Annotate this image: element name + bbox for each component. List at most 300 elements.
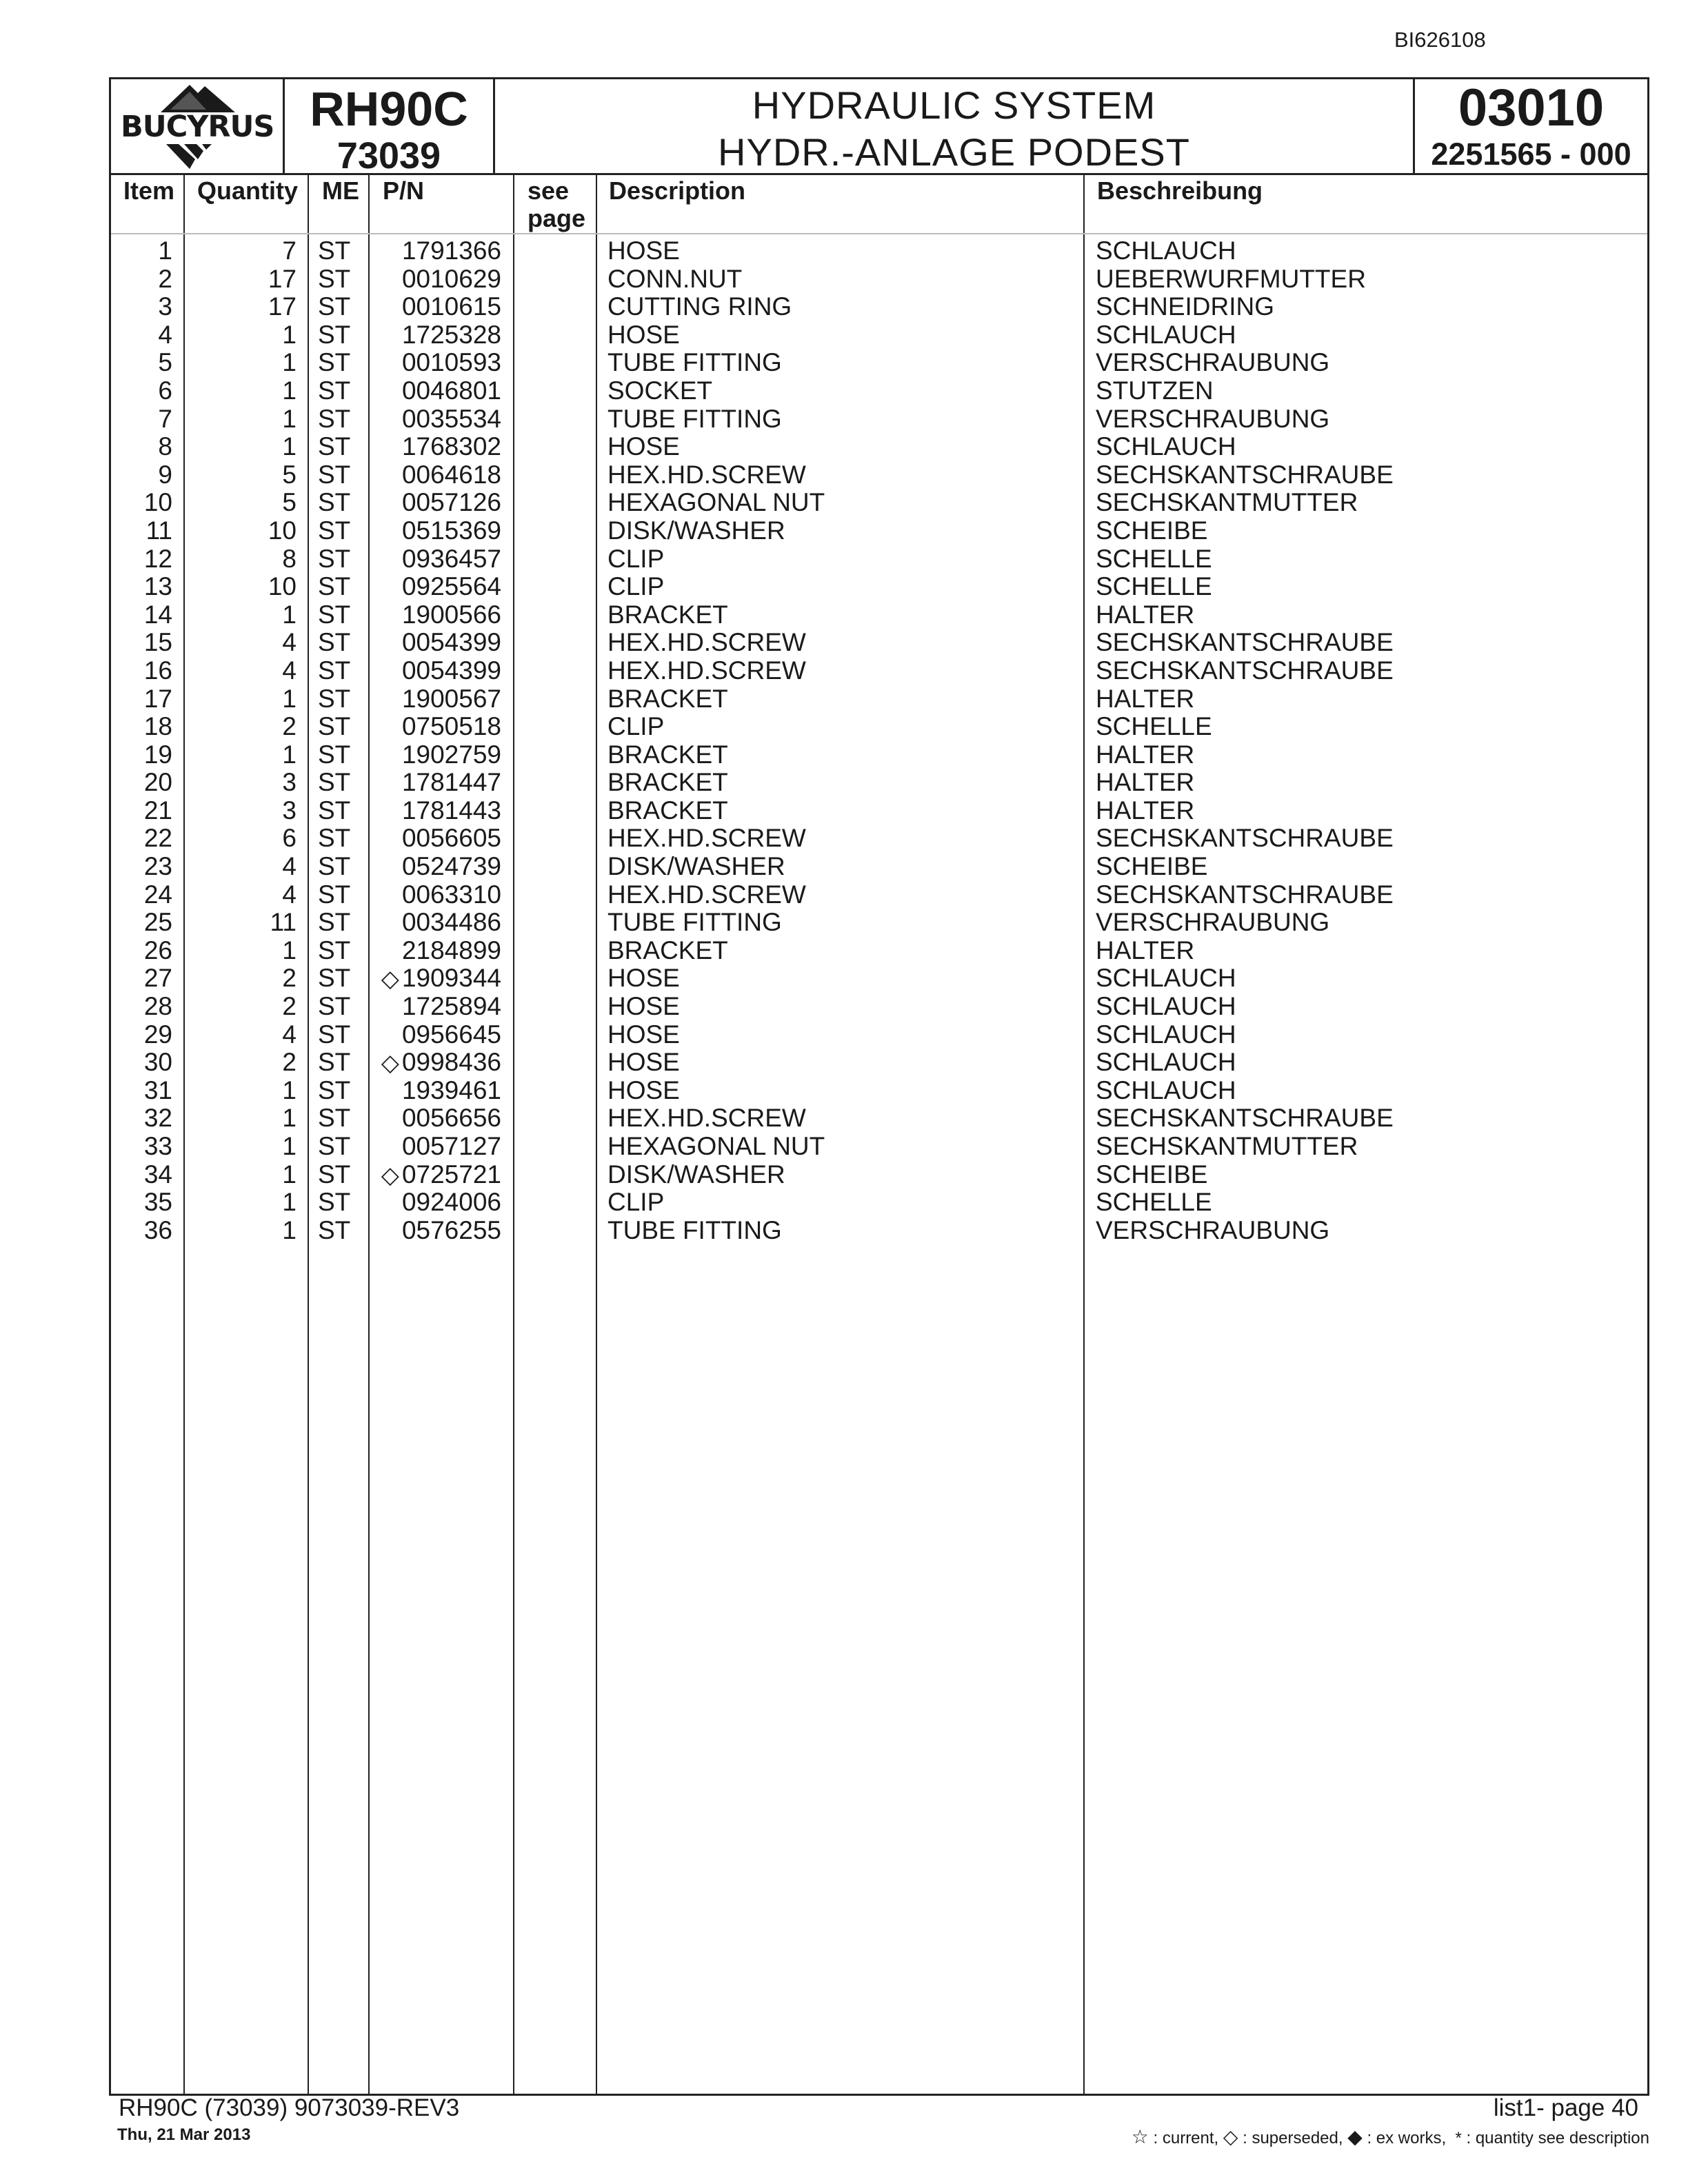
cell-me: ST <box>318 908 351 937</box>
legend-exworks: : ex works, <box>1367 2129 1447 2147</box>
cell-description: BRACKET <box>607 740 728 769</box>
table-row <box>111 1049 1647 1077</box>
table-row <box>111 629 1647 657</box>
table-row <box>111 741 1647 769</box>
header-see: see <box>528 176 570 205</box>
cell-item: 14 <box>143 600 172 629</box>
cell-pn <box>402 237 501 265</box>
cell-description: HOSE <box>607 992 680 1021</box>
cell-beschreibung: SCHLAUCH <box>1096 320 1236 349</box>
cell-description: TUBE FITTING <box>607 908 782 937</box>
legend-superseded: : superseded, <box>1243 2129 1343 2147</box>
cell-beschreibung: SCHLAUCH <box>1096 432 1236 461</box>
cell-me: ST <box>318 824 351 853</box>
cell-beschreibung: HALTER <box>1096 684 1195 713</box>
table-header <box>111 175 1647 234</box>
cell-pn <box>402 1021 501 1049</box>
group-cell <box>1415 79 1647 173</box>
cell-quantity: 5 <box>282 460 297 489</box>
cell-pn <box>402 937 501 964</box>
cell-quantity: 2 <box>282 712 297 741</box>
cell-quantity: 1 <box>282 320 297 349</box>
table-row <box>111 237 1647 265</box>
table-row <box>111 657 1647 685</box>
cell-me: ST <box>318 1048 351 1077</box>
cell-pn <box>402 321 501 349</box>
logo-text: BUCYRUS <box>121 110 274 144</box>
cell-me: ST <box>318 684 351 713</box>
cell-me: ST <box>318 1215 351 1244</box>
pn-value: 0057127 <box>401 1132 501 1160</box>
cell-description: BRACKET <box>607 936 728 964</box>
table-row <box>111 405 1647 434</box>
pn-value: 0054399 <box>401 656 501 685</box>
cell-beschreibung: VERSCHRAUBUNG <box>1096 348 1330 377</box>
pn-value: 0010615 <box>401 292 501 321</box>
asterisk-icon: * <box>1455 2129 1462 2147</box>
cell-beschreibung: SCHELLE <box>1096 1188 1212 1217</box>
table-row <box>111 993 1647 1021</box>
pn-value: 1900567 <box>401 684 501 713</box>
table-row <box>111 461 1647 489</box>
cell-beschreibung: VERSCHRAUBUNG <box>1096 908 1330 937</box>
cell-item: 20 <box>143 768 172 797</box>
cell-quantity: 5 <box>282 488 297 517</box>
header-page: page <box>528 204 586 232</box>
cell-quantity: 2 <box>282 1048 297 1077</box>
pn-value: 1725328 <box>401 320 501 349</box>
header-pn: P/N <box>383 176 425 205</box>
cell-me: ST <box>318 880 351 909</box>
table-row <box>111 573 1647 601</box>
cell-item: 25 <box>143 908 172 937</box>
table-row <box>111 1104 1647 1133</box>
cell-beschreibung: SCHLAUCH <box>1096 1048 1236 1077</box>
superseded-diamond-icon: ◇ <box>381 1162 399 1189</box>
cell-me: ST <box>318 376 351 405</box>
cell-quantity: 4 <box>282 1020 297 1049</box>
cell-me: ST <box>318 544 351 573</box>
pn-value: 0054399 <box>401 628 501 657</box>
cell-pn <box>402 1217 501 1244</box>
cell-item: 35 <box>143 1188 172 1217</box>
cell-description: CONN.NUT <box>607 264 743 293</box>
cell-description: CLIP <box>607 544 665 573</box>
cell-item: 30 <box>143 1048 172 1077</box>
cell-quantity: 1 <box>282 936 297 964</box>
cell-me: ST <box>318 516 351 545</box>
cell-pn <box>402 881 501 909</box>
cell-me: ST <box>318 1075 351 1104</box>
cell-quantity: 1 <box>282 404 297 433</box>
cell-pn <box>402 433 501 461</box>
cell-description: HOSE <box>607 1048 680 1077</box>
cell-me: ST <box>318 292 351 321</box>
cell-pn <box>381 1161 501 1189</box>
cell-quantity: 4 <box>282 880 297 909</box>
cell-quantity: 10 <box>268 572 297 601</box>
pn-value: 1939461 <box>401 1075 501 1104</box>
cell-description: BRACKET <box>607 796 728 825</box>
cell-pn <box>402 629 501 656</box>
document-id: BI626108 <box>1394 28 1486 52</box>
table-row <box>111 489 1647 517</box>
cell-pn <box>381 964 501 993</box>
pn-value: 1781447 <box>401 768 501 797</box>
cell-me: ST <box>318 488 351 517</box>
cell-me: ST <box>318 348 351 377</box>
cell-beschreibung: UEBERWURFMUTTER <box>1096 264 1366 293</box>
header-beschreibung: Beschreibung <box>1097 176 1263 205</box>
cell-pn <box>402 657 501 685</box>
table-row <box>111 964 1647 993</box>
cell-item: 22 <box>143 824 172 853</box>
cell-description: HOSE <box>607 964 680 993</box>
cell-description: HOSE <box>607 432 680 461</box>
cell-beschreibung: SCHNEIDRING <box>1096 292 1275 321</box>
cell-beschreibung: HALTER <box>1096 936 1195 964</box>
cell-beschreibung: SECHSKANTMUTTER <box>1096 488 1358 517</box>
cell-item: 18 <box>143 712 172 741</box>
cell-quantity: 1 <box>282 600 297 629</box>
table-row <box>111 349 1647 377</box>
cell-pn <box>402 601 501 629</box>
cell-description: HEX.HD.SCREW <box>607 460 806 489</box>
cell-quantity: 1 <box>282 348 297 377</box>
cell-pn <box>402 265 501 293</box>
cell-beschreibung: SECHSKANTSCHRAUBE <box>1096 824 1394 853</box>
footer-page: list1- page 40 <box>1493 2094 1638 2121</box>
cell-description: HOSE <box>607 1075 680 1104</box>
cell-item: 4 <box>158 320 172 349</box>
cell-item: 16 <box>143 656 172 685</box>
cell-description: HEX.HD.SCREW <box>607 656 806 685</box>
cell-pn <box>402 713 501 740</box>
cell-description: HEXAGONAL NUT <box>607 488 825 517</box>
cell-description: HEXAGONAL NUT <box>607 1132 825 1160</box>
cell-quantity: 2 <box>282 964 297 993</box>
cell-item: 8 <box>158 432 172 461</box>
table-row <box>111 769 1647 797</box>
pn-value: 1900566 <box>401 600 501 629</box>
table-row <box>111 601 1647 629</box>
cell-description: HEX.HD.SCREW <box>607 1104 806 1133</box>
header-me: ME <box>322 176 359 205</box>
cell-beschreibung: SCHLAUCH <box>1096 992 1236 1021</box>
pn-value: 0057126 <box>401 488 501 517</box>
table-row <box>111 517 1647 545</box>
cell-pn <box>402 769 501 796</box>
table-row <box>111 293 1647 321</box>
cell-me: ST <box>318 992 351 1021</box>
pn-value: 1781443 <box>401 796 501 825</box>
cell-item: 33 <box>143 1132 172 1160</box>
cell-beschreibung: SCHEIBE <box>1096 1160 1208 1189</box>
cell-pn <box>402 825 501 852</box>
cell-item: 3 <box>158 292 172 321</box>
cell-beschreibung: SECHSKANTSCHRAUBE <box>1096 1104 1394 1133</box>
cell-quantity: 4 <box>282 628 297 657</box>
cell-beschreibung: HALTER <box>1096 796 1195 825</box>
cell-pn <box>402 405 501 433</box>
cell-item: 6 <box>158 376 172 405</box>
cell-item: 10 <box>143 488 172 517</box>
pn-value: 0010593 <box>401 348 501 377</box>
cell-pn <box>402 573 501 600</box>
cell-pn <box>402 349 501 376</box>
title-german: HYDR.-ANLAGE PODEST <box>718 130 1190 174</box>
cell-beschreibung: SECHSKANTSCHRAUBE <box>1096 460 1394 489</box>
cell-pn <box>402 489 501 516</box>
header-item: Item <box>123 176 175 205</box>
cell-description: BRACKET <box>607 600 728 629</box>
cell-beschreibung: SECHSKANTSCHRAUBE <box>1096 880 1394 909</box>
cell-item: 11 <box>145 516 172 545</box>
table-row <box>111 1133 1647 1161</box>
cell-quantity: 1 <box>282 376 297 405</box>
cell-quantity: 3 <box>282 768 297 797</box>
table-row <box>111 1189 1647 1217</box>
cell-beschreibung: HALTER <box>1096 600 1195 629</box>
pn-value: 0936457 <box>401 544 501 573</box>
cell-quantity: 1 <box>282 1104 297 1133</box>
cell-me: ST <box>318 404 351 433</box>
pn-value: 0034486 <box>401 908 501 937</box>
legend-current: : current, <box>1153 2129 1219 2147</box>
cell-beschreibung: SCHEIBE <box>1096 852 1208 881</box>
model-name: RH90C <box>310 82 468 136</box>
cell-pn <box>402 853 501 880</box>
pn-value: 0576255 <box>401 1215 501 1244</box>
table-row <box>111 685 1647 714</box>
cell-beschreibung: SCHLAUCH <box>1096 964 1236 993</box>
cell-pn <box>402 1104 501 1132</box>
cell-beschreibung: SCHELLE <box>1096 572 1212 601</box>
legend-quantity: : quantity see description <box>1466 2129 1649 2147</box>
pn-value: 1791366 <box>401 236 501 265</box>
cell-pn <box>402 517 501 545</box>
cell-description: CLIP <box>607 1188 665 1217</box>
table-row <box>111 1077 1647 1105</box>
table-row <box>111 713 1647 741</box>
cell-quantity: 2 <box>282 992 297 1021</box>
cell-description: HEX.HD.SCREW <box>607 628 806 657</box>
table-row <box>111 853 1647 881</box>
pn-value: 0998436 <box>401 1048 501 1077</box>
table-row <box>111 377 1647 405</box>
cell-description: SOCKET <box>607 376 713 405</box>
diamond-outline-icon: ◇ <box>1223 2126 1238 2147</box>
cell-pn <box>402 461 501 489</box>
cell-description: HOSE <box>607 236 680 265</box>
cell-me: ST <box>318 320 351 349</box>
parts-table <box>109 175 1649 2096</box>
cell-item: 31 <box>143 1075 172 1104</box>
cell-pn <box>402 1133 501 1160</box>
pn-value: 1725894 <box>401 992 501 1021</box>
cell-quantity: 4 <box>282 656 297 685</box>
cell-pn <box>402 1077 501 1104</box>
table-row <box>111 909 1647 937</box>
cell-beschreibung: VERSCHRAUBUNG <box>1096 404 1330 433</box>
cell-item: 24 <box>143 880 172 909</box>
cell-beschreibung: SCHELLE <box>1096 712 1212 741</box>
footer-date: Thu, 21 Mar 2013 <box>117 2125 251 2144</box>
cell-me: ST <box>318 460 351 489</box>
cell-pn <box>381 1049 501 1077</box>
cell-quantity: 10 <box>268 516 297 545</box>
cell-pn <box>402 993 501 1020</box>
table-row <box>111 265 1647 294</box>
cell-quantity: 7 <box>282 236 297 265</box>
cell-me: ST <box>318 656 351 685</box>
cell-quantity: 1 <box>282 1188 297 1217</box>
cell-quantity: 6 <box>282 824 297 853</box>
model-number: 73039 <box>336 135 441 176</box>
diamond-filled-icon: ◆ <box>1347 2126 1363 2147</box>
cell-me: ST <box>318 628 351 657</box>
group-number: 03010 <box>1458 79 1605 137</box>
cell-item: 26 <box>143 936 172 964</box>
cell-item: 15 <box>143 628 172 657</box>
cell-me: ST <box>318 432 351 461</box>
cell-beschreibung: HALTER <box>1096 740 1195 769</box>
table-row <box>111 545 1647 574</box>
cell-item: 17 <box>143 684 172 713</box>
pn-value: 0010629 <box>401 264 501 293</box>
pn-value: 0956645 <box>401 1020 501 1049</box>
cell-beschreibung: SECHSKANTSCHRAUBE <box>1096 656 1394 685</box>
header-quantity: Quantity <box>197 176 299 205</box>
cell-quantity: 1 <box>282 1132 297 1160</box>
group-part-number: 2251565 - 000 <box>1431 136 1631 172</box>
cell-description: CLIP <box>607 712 665 741</box>
cell-me: ST <box>318 796 351 825</box>
cell-quantity: 8 <box>282 544 297 573</box>
cell-beschreibung: SCHLAUCH <box>1096 236 1236 265</box>
cell-item: 1 <box>158 236 172 265</box>
cell-description: BRACKET <box>607 768 728 797</box>
cell-me: ST <box>318 712 351 741</box>
cell-item: 29 <box>143 1020 172 1049</box>
cell-me: ST <box>318 1188 351 1217</box>
pn-value: 0924006 <box>401 1188 501 1217</box>
pn-value: 0524739 <box>401 852 501 881</box>
cell-description: CUTTING RING <box>607 292 792 321</box>
cell-quantity: 4 <box>282 852 297 881</box>
cell-description: DISK/WASHER <box>607 1160 785 1189</box>
cell-item: 5 <box>158 348 172 377</box>
cell-item: 21 <box>143 796 172 825</box>
table-row <box>111 937 1647 965</box>
cell-beschreibung: VERSCHRAUBUNG <box>1096 1215 1330 1244</box>
pn-value: 0725721 <box>401 1160 501 1189</box>
cell-item: 28 <box>143 992 172 1021</box>
table-row <box>111 881 1647 909</box>
table-row <box>111 1161 1647 1189</box>
cell-pn <box>402 293 501 321</box>
table-row <box>111 1217 1647 1245</box>
cell-item: 9 <box>158 460 172 489</box>
table-row <box>111 433 1647 461</box>
cell-quantity: 1 <box>282 432 297 461</box>
cell-pn <box>402 741 501 769</box>
cell-item: 23 <box>143 852 172 881</box>
cell-me: ST <box>318 852 351 881</box>
cell-beschreibung: SCHELLE <box>1096 544 1212 573</box>
cell-item: 7 <box>158 404 172 433</box>
cell-description: DISK/WASHER <box>607 516 785 545</box>
table-row <box>111 797 1647 825</box>
cell-description: HOSE <box>607 1020 680 1049</box>
cell-beschreibung: STUTZEN <box>1096 376 1214 405</box>
cell-quantity: 1 <box>282 684 297 713</box>
cell-description: BRACKET <box>607 684 728 713</box>
cell-me: ST <box>318 768 351 797</box>
cell-me: ST <box>318 236 351 265</box>
pn-value: 0064618 <box>401 460 501 489</box>
pn-value: 0925564 <box>401 572 501 601</box>
pn-value: 1768302 <box>401 432 501 461</box>
footer-document-ref: RH90C (73039) 9073039-REV3 <box>119 2094 460 2121</box>
cell-item: 2 <box>158 264 172 293</box>
header <box>109 77 1649 175</box>
cell-me: ST <box>318 1104 351 1133</box>
title-english: HYDRAULIC SYSTEM <box>752 83 1156 127</box>
cell-quantity: 11 <box>270 908 297 937</box>
cell-item: 12 <box>143 544 172 573</box>
cell-me: ST <box>318 1160 351 1189</box>
cell-beschreibung: SCHLAUCH <box>1096 1075 1236 1104</box>
superseded-diamond-icon: ◇ <box>381 966 399 993</box>
pn-value: 0046801 <box>401 376 501 405</box>
cell-me: ST <box>318 1020 351 1049</box>
cell-item: 13 <box>143 572 172 601</box>
cell-beschreibung: SCHLAUCH <box>1096 1020 1236 1049</box>
cell-description: TUBE FITTING <box>607 348 782 377</box>
cell-me: ST <box>318 936 351 964</box>
pn-value: 0063310 <box>401 880 501 909</box>
cell-description: HEX.HD.SCREW <box>607 824 806 853</box>
cell-description: HOSE <box>607 320 680 349</box>
cell-quantity: 3 <box>282 796 297 825</box>
cell-quantity: 17 <box>268 264 297 293</box>
cell-item: 27 <box>143 964 172 993</box>
cell-beschreibung: HALTER <box>1096 768 1195 797</box>
pn-value: 2184899 <box>401 936 501 964</box>
cell-description: CLIP <box>607 572 665 601</box>
cell-quantity: 1 <box>282 1215 297 1244</box>
superseded-diamond-icon: ◇ <box>381 1050 399 1077</box>
cell-description: TUBE FITTING <box>607 404 782 433</box>
cell-pn <box>402 685 501 713</box>
header-description: Description <box>609 176 746 205</box>
cell-me: ST <box>318 964 351 993</box>
cell-beschreibung: SECHSKANTSCHRAUBE <box>1096 628 1394 657</box>
cell-pn <box>402 797 501 825</box>
cell-description: DISK/WASHER <box>607 852 785 881</box>
cell-beschreibung: SECHSKANTMUTTER <box>1096 1132 1358 1160</box>
star-icon: ☆ <box>1131 2126 1149 2147</box>
model-cell <box>285 79 495 176</box>
cell-quantity: 1 <box>282 1160 297 1189</box>
cell-pn <box>402 909 501 936</box>
cell-quantity: 1 <box>282 1075 297 1104</box>
cell-item: 34 <box>143 1160 172 1189</box>
pn-value: 1909344 <box>401 964 501 993</box>
pn-value: 0035534 <box>401 404 501 433</box>
cell-item: 36 <box>143 1215 172 1244</box>
